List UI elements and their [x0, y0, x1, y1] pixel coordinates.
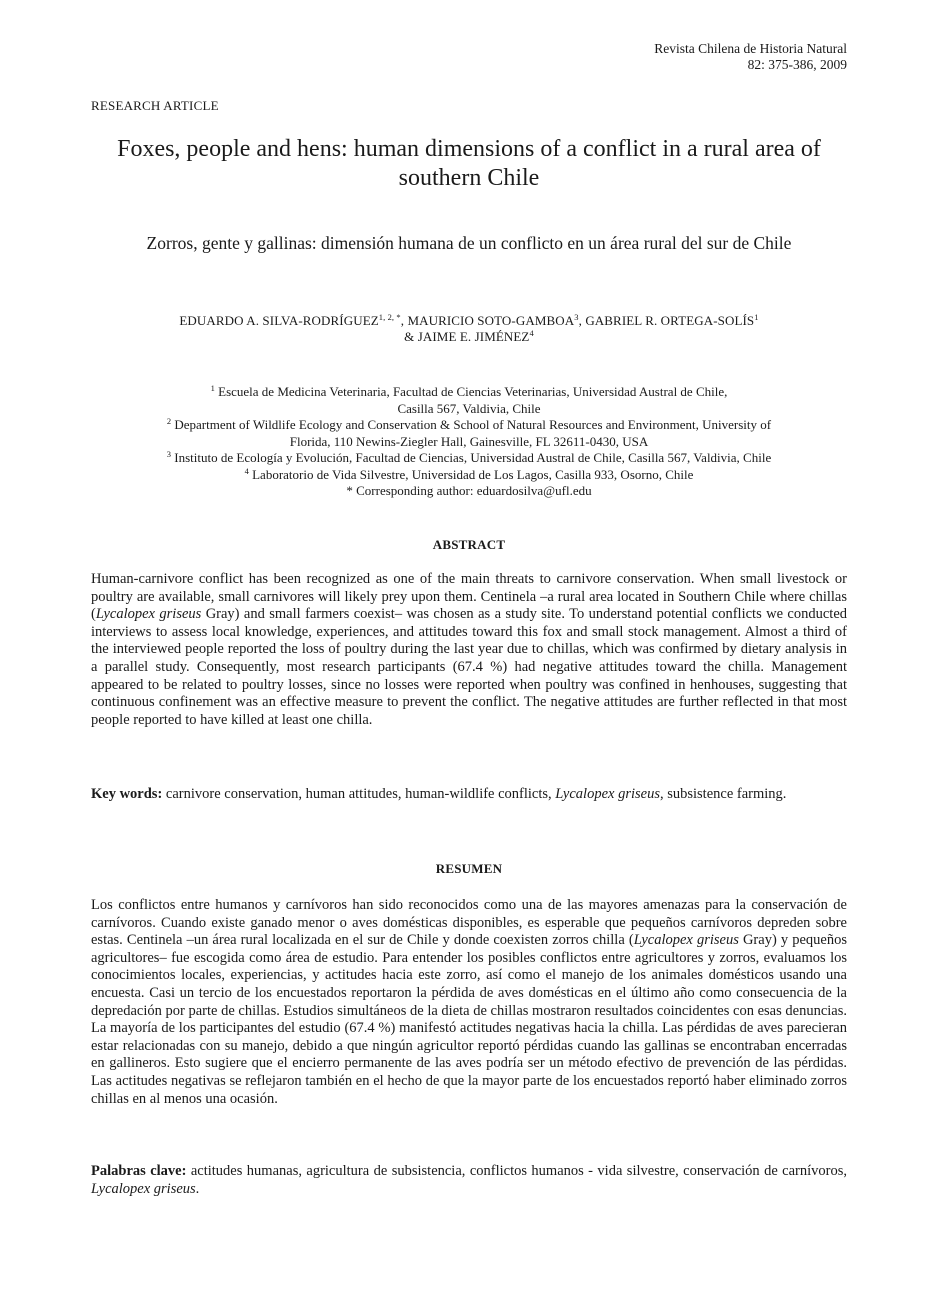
author-affiliation-marker: 3	[574, 312, 579, 322]
article-subtitle: Zorros, gente y gallinas: dimensión humana de un conflicto en un área rural del sur de Chile	[146, 233, 792, 253]
author-affiliation-marker: 1, 2, *	[378, 312, 401, 322]
species-name: Lycalopex griseus	[555, 786, 660, 802]
article-type: RESEARCH ARTICLE	[91, 98, 219, 113]
keywords-label: Key words:	[91, 786, 163, 802]
volume-pages: 82: 375-386, 2009	[747, 57, 847, 72]
species-name: Lycalopex griseus	[91, 1180, 196, 1197]
journal-citation	[654, 41, 847, 73]
affiliation-list	[91, 384, 847, 500]
keywords: Key words: carnivore conservation, human attitudes, human-wildlife conflicts, Lycalopex griseus, subsistence farming.	[91, 786, 787, 802]
journal-name: Revista Chilena de Historia Natural	[654, 41, 847, 56]
resumen-text: Los conflictos entre humanos y carnívoros han sido reconocidos como una de las mayores amenazas para la conservación de carnívoros. Cuando existe ganado menor o aves domésticas disponibles, es esperable que pequeños carnívoros depreden sobre estas. Centinela –un área rural localizada en el sur de Chile y donde coexisten zorros chilla (Lycalopex griseus Gray) y pequeños agricultores– fue escogida como área de estudio. Para entender los posibles conflictos entre agricultores y zorros, evaluamos los conocimientos locales, experiencias, y actitudes hacia este zorro, así como el manejo de los animales domésticos usando una encuesta. Casi un tercio de los encuestados reportaron la pérdida de aves domésticas en el último año como consecuencia de la depredación por parte de chillas. Estudios simultáneos de la dieta de chillas mostraron resultados coincidentes con esas denuncias. La mayoría de los participantes del estudio (67.4 %) manifestó actitudes negativas hacia la chilla. Las pérdidas de aves parecieran estar relacionadas con su manejo, debido a que ningún agricultor reportó pérdidas cuando las gallinas se encontraban encerradas en gallineros. Esto sugiere que el encierro permanente de las aves podría ser un método efectivo de prevención de las pérdidas. Las actitudes negativas se reflejaron también en el hecho de que la mayor parte de los encuestados reportó haber eliminado zorros chillas en al menos una ocasión.	[91, 897, 847, 1107]
article-title: Foxes, people and hens: human dimensions of a conflict in a rural area of southern Chile	[117, 136, 821, 191]
abstract-heading: ABSTRACT	[432, 537, 506, 552]
palabras-clave: Palabras clave: actitudes humanas, agricultura de subsistencia, conflictos humanos - vida silvestre, conservación de carnívoros, Lycalopex griseus.	[91, 1163, 848, 1197]
corresponding-author: * Corresponding author: eduardosilva@ufl.edu	[346, 483, 592, 498]
author-list	[91, 313, 847, 345]
author-line-2	[91, 329, 847, 345]
author-affiliation-marker: 4	[529, 328, 534, 338]
author-name: EDUARDO A. SILVA-RODRÍGUEZ	[179, 313, 379, 328]
author-name: & JAIME E. JIMÉNEZ	[404, 329, 530, 344]
abstract-text: Human-carnivore conflict has been recognized as one of the main threats to carnivore conservation. When small livestock or poultry are available, small carnivores will likely prey upon them. Centinela –a rural area located in Southern Chile where chillas (Lycalopex griseus Gray) and small farmers coexist– was chosen as a study site. To understand potential conflicts we conducted interviews to assess local knowledge, experiences, and attitudes toward this fox and small stock management. Almost a third of the interviewed people reported the loss of poultry during the last year due to chillas, which was confirmed by dietary analysis in a parallel study. Consequently, most research participants (67.4 %) had negative attitudes toward the chilla. Management appeared to be related to poultry losses, since no losses were reported when poultry was confined in henhouses, suggesting that continuous confinement was an effective measure to prevent the conflict. The negative attitudes are further reflected in that most people reported to have killed at least one chilla.	[91, 571, 848, 728]
author-affiliation-marker: 1	[754, 312, 759, 322]
affiliation-4: $^4$ Laboratorio de Vida Silvestre, Universidad de Los Lagos, Casilla 933, Osorno, Chile	[244, 465, 694, 482]
affiliation-3: $^3$ Instituto de Ecología y Evolución, Facultad de Ciencias, Universidad Austral de Chile, Casilla 567, Valdivia, Chile	[166, 449, 772, 465]
affiliation-1: $^1$ Escuela de Medicina Veterinaria, Facultad de Ciencias Veterinarias, Universidad Austral de Chile, Casilla 567, Valdivia, Chile	[210, 383, 728, 416]
affiliation-2: $^2$ Department of Wildlife Ecology and Conservation & School of Natural Resources and Environment, University of Florida, 110 Newins-Ziegler Hall, Gainesville, FL 32611-0430, USA	[166, 416, 772, 449]
species-name: Lycalopex griseus	[95, 606, 202, 623]
resumen-heading: RESUMEN	[435, 861, 503, 876]
author-line-1: EDUARDO A. SILVA-$RODRÍGUEZ^{1, 2, *}$, MAURICIO SOTO-GAMBOA$^3$, GABRIEL R. ORTEGA-SOLÍS$^1$	[179, 312, 759, 328]
species-name: Lycalopex griseus	[633, 932, 739, 949]
palabras-clave-label: Palabras clave:	[91, 1163, 187, 1179]
author-name: GABRIEL R. ORTEGA-SOLÍS	[585, 313, 755, 328]
author-name: MAURICIO SOTO-GAMBOA	[407, 313, 575, 328]
